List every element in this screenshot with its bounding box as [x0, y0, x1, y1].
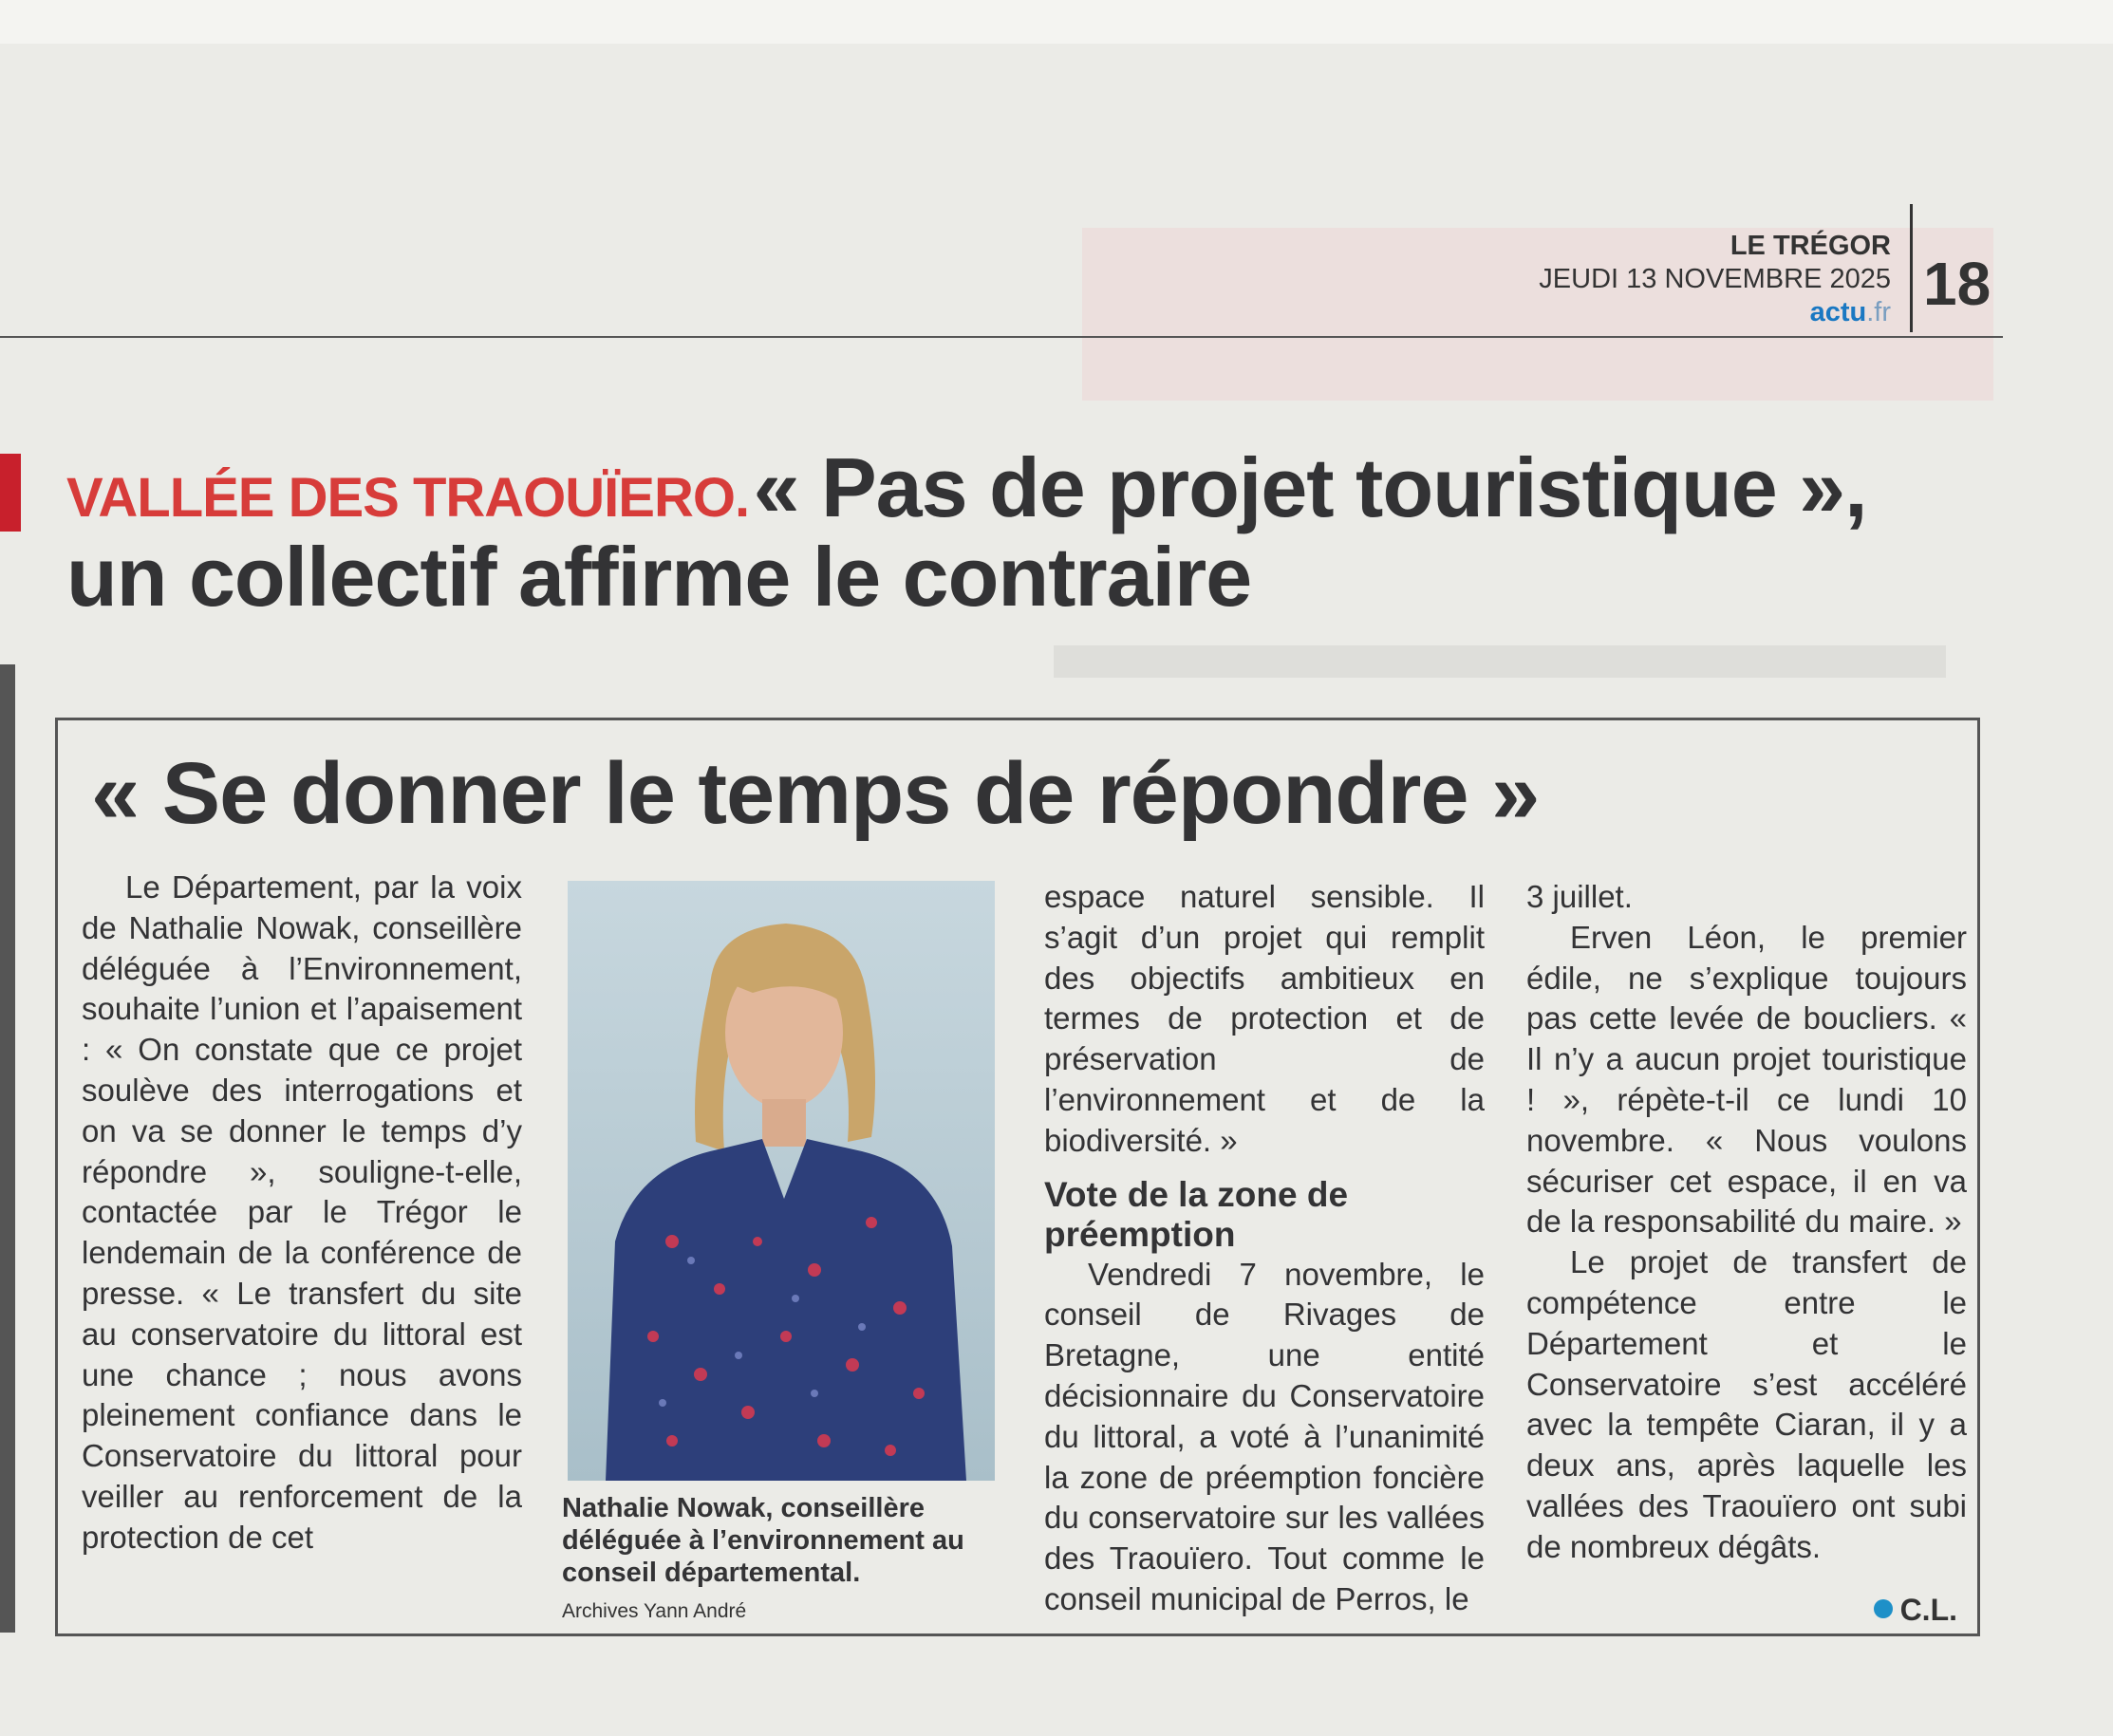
left-edge-shadow [0, 664, 15, 1633]
website-tld: .fr [1866, 296, 1891, 327]
paragraph: Le Département, par la voix de Nathalie Nowak, conseillère déléguée à l’Environnement, souhaite l’union et l’apaisement : « On constate que ce projet soulève des interrogations et on va se donner le temps d’y répondre », souligne-t-elle, contactée par le Trégor le lendemain de la conférence de presse. « Le transfert du site au conservatoire du littoral est une chance ; nous avons pleinement confiance dans le Conservatoire du littoral pour veiller au renforcement de la protection de cet [82, 869, 522, 1555]
website-name: actu [1809, 296, 1867, 327]
portrait-photo [568, 881, 995, 1481]
left-edge-marker [0, 454, 21, 532]
headline-kicker: VALLÉE DES TRAOUÏERO. [66, 467, 750, 529]
subheading: Vote de la zone de préemption [1044, 1174, 1349, 1254]
headline-title-part-2: un collectif affirme le contraire [66, 530, 1252, 624]
bullet-dot-icon [1874, 1599, 1893, 1618]
author-initials: C.L. [1899, 1593, 1957, 1627]
paragraph: Vendredi 7 novembre, le conseil de Rivages de Bretagne, une entité décisionnaire du Conservatoire du littoral, a voté à l’unanimité la zone de préemption foncière du conservatoire sur les vallées des Traouïero. Tout comme le conseil municipal de Perros, le [1044, 1256, 1485, 1616]
portrait-illustration [568, 881, 995, 1481]
paragraph: 3 juillet. [1526, 879, 1633, 914]
paragraph: Le projet de transfert de compétence entre le Département et le Conservatoire s’est accéléré avec la tempête Ciaran, il y a deux ans, après laquelle les vallées des Traouïero ont subi de nombreux dégâts. [1526, 1244, 1967, 1564]
scan-top-margin [0, 0, 2113, 44]
box-title: « Se donner le temps de répondre » [91, 745, 1540, 842]
website-link[interactable] [1539, 296, 1891, 329]
page-number: 18 [1923, 250, 1991, 318]
text-column-4 [1526, 877, 1967, 1568]
article-headline [66, 440, 2041, 624]
header-rule [0, 336, 2003, 338]
photo-credit: Archives Yann André [562, 1600, 747, 1622]
issue-date: JEUDI 13 NOVEMBRE 2025 [1539, 263, 1891, 294]
text-column-1 [82, 868, 522, 1559]
text-column-3 [1044, 877, 1485, 1620]
masthead-divider [1910, 204, 1913, 332]
paragraph: espace naturel sensible. Il s’agit d’un projet qui remplit des objectifs ambitieux en termes de protection et de préservation de l’environnement et de la biodiversité. » [1044, 879, 1485, 1158]
paragraph: Erven Léon, le premier édile, ne s’explique toujours pas cette levée de boucliers. « Il n’y a aucun projet touristique ! », répète-t-il ce lundi 10 novembre. « Nous voulons sécuriser cet espace, il en va de la responsabilité du maire. » [1526, 919, 1967, 1240]
masthead [1539, 230, 1891, 328]
author-signature [1874, 1593, 1957, 1628]
headline-title-part-1: « Pas de projet touristique », [753, 440, 1867, 534]
newspaper-name: LE TRÉGOR [1730, 231, 1891, 261]
bleed-through-rule [1054, 645, 1946, 678]
photo-caption: Nathalie Nowak, conseillère déléguée à l’environnement au conseil départemental. [562, 1493, 964, 1588]
headline-line-1 [66, 440, 2041, 534]
